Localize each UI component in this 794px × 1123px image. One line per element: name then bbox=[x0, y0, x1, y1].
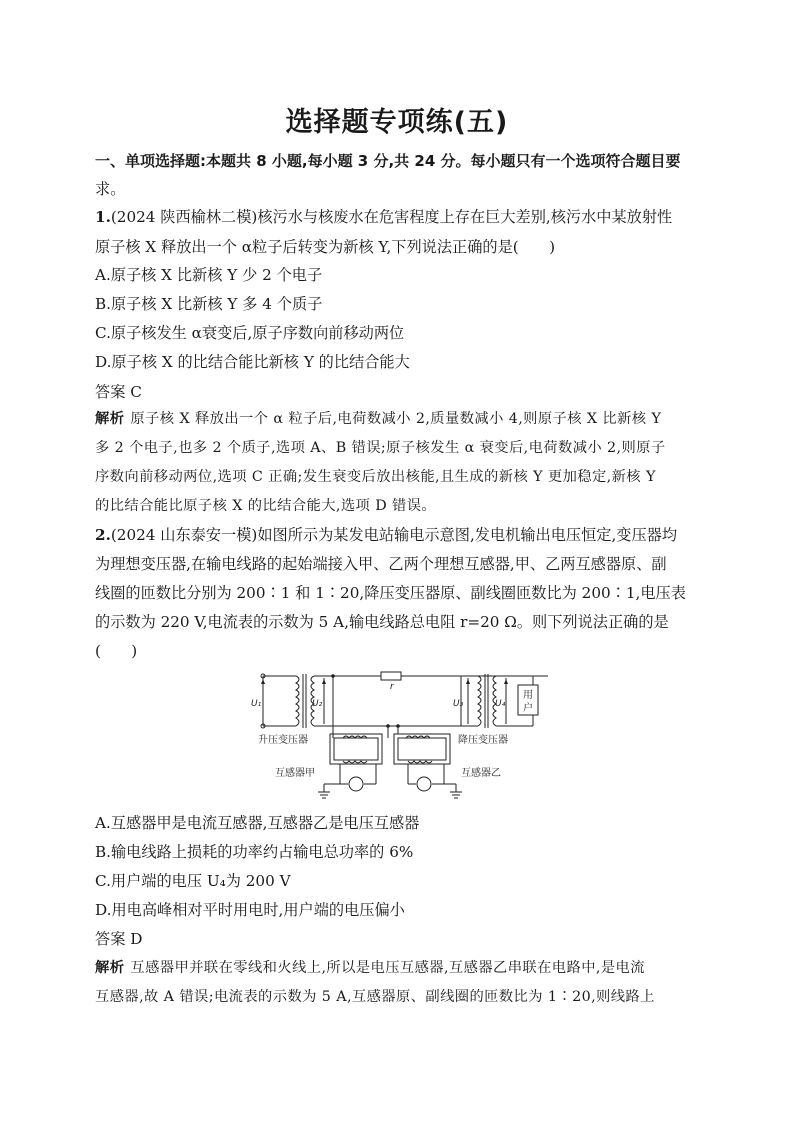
label-mutual-inductor-a: 互感器甲 bbox=[275, 768, 315, 779]
question-2-stem-line3: 线圈的匝数比分别为 200∶1 和 1∶20,降压变压器原、副线圈匝数比为 200∶1,电压表 bbox=[95, 584, 686, 602]
question-2-option-c: C.用户端的电压 U₄为 200 V bbox=[95, 872, 291, 890]
question-1-option-d: D.原子核 X 的比结合能比新核 Y 的比结合能大 bbox=[95, 353, 410, 371]
question-2-explanation-line2: 互感器,故 A 错误;电流表的示数为 5 A,互感器原、副线圈的匝数比为 1∶20,则线路上 bbox=[95, 989, 655, 1005]
question-1-number: 1. bbox=[95, 208, 111, 226]
power-transmission-diagram bbox=[248, 668, 548, 803]
question-1-text: (2024 陕西榆林二模)核污水与核废水在危害程度上存在巨大差别,核污水中某放射性 bbox=[110, 208, 673, 226]
question-2-option-a: A.互感器甲是电流互感器,互感器乙是电压互感器 bbox=[95, 814, 420, 832]
question-1-answer: 答案 C bbox=[95, 383, 142, 401]
question-2-stem-line1 bbox=[95, 524, 677, 545]
question-1-option-c: C.原子核发生 α衰变后,原子序数向前移动两位 bbox=[95, 324, 405, 342]
question-1-option-b: B.原子核 X 比新核 Y 多 4 个质子 bbox=[95, 295, 323, 313]
label-u3: U₃ bbox=[453, 699, 464, 709]
question-1-explanation-label: 解析 bbox=[95, 411, 125, 427]
question-2-text: (2024 山东泰安一模)如图所示为某发电站输电示意图,发电机输出电压恒定,变压器均 bbox=[110, 526, 678, 544]
question-2-answer: 答案 D bbox=[95, 930, 143, 948]
question-2-stem-line2: 为理想变压器,在输电线路的起始端接入甲、乙两个理想互感器,甲、乙两互感器原、副 bbox=[95, 555, 667, 573]
section-heading-line1: 一、单项选择题:本题共 8 小题,每小题 3 分,共 24 分。每小题只有一个选项符合题目要 bbox=[95, 152, 681, 170]
question-1-explanation-line2: 多 2 个电子,也多 2 个质子,选项 A、B 错误;原子核发生 α 衰变后,电荷数减小 2,则原子 bbox=[95, 440, 666, 456]
question-1-stem-line2: 原子核 X 释放出一个 α粒子后转变为新核 Y,下列说法正确的是( ) bbox=[95, 238, 555, 256]
question-2-explanation-label: 解析 bbox=[95, 960, 125, 976]
label-user-line2: 户 bbox=[523, 703, 533, 714]
label-step-up-transformer: 升压变压器 bbox=[258, 735, 308, 746]
label-user-line1: 用 bbox=[523, 690, 533, 701]
question-2-number: 2. bbox=[95, 526, 111, 544]
label-step-down-transformer: 降压变压器 bbox=[458, 735, 508, 746]
section-heading-line2: 求。 bbox=[95, 180, 126, 198]
label-u2: U₂ bbox=[312, 699, 323, 709]
question-1-option-a: A.原子核 X 比新核 Y 少 2 个电子 bbox=[95, 266, 323, 284]
question-2-stem-line4: 的示数为 220 V,电流表的示数为 5 A,输电线路总电阻 r=20 Ω。则下列说法正确的是 bbox=[95, 613, 669, 631]
label-mutual-inductor-b: 互感器乙 bbox=[461, 768, 501, 779]
question-1-explanation-line4: 的比结合能比原子核 X 的比结合能大,选项 D 错误。 bbox=[95, 498, 437, 514]
label-resistor-r: r bbox=[390, 682, 394, 692]
label-u1: U₁ bbox=[251, 699, 262, 709]
question-1-stem-line1 bbox=[95, 206, 672, 227]
page-title: 选择题专项练(五) bbox=[285, 107, 509, 138]
label-u4: U₄ bbox=[495, 699, 506, 709]
question-1-explanation-line1: 解析 原子核 X 释放出一个 α 粒子后,电荷数减小 2,质量数减小 4,则原子核 X 比新核 Y bbox=[95, 411, 662, 427]
question-2-explanation-line1: 解析 互感器甲并联在零线和火线上,所以是电压互感器,互感器乙串联在电路中,是电流 bbox=[95, 960, 645, 976]
question-2-option-d: D.用电高峰相对平时用电时,用户端的电压偏小 bbox=[95, 901, 405, 919]
question-2-option-b: B.输电线路上损耗的功率约占输电总功率的 6% bbox=[95, 843, 414, 861]
question-2-stem-line5: ( ) bbox=[95, 642, 138, 660]
question-1-explanation-line3: 序数向前移动两位,选项 C 正确;发生衰变后放出核能,且生成的新核 Y 更加稳定,新核 Y bbox=[95, 469, 656, 485]
